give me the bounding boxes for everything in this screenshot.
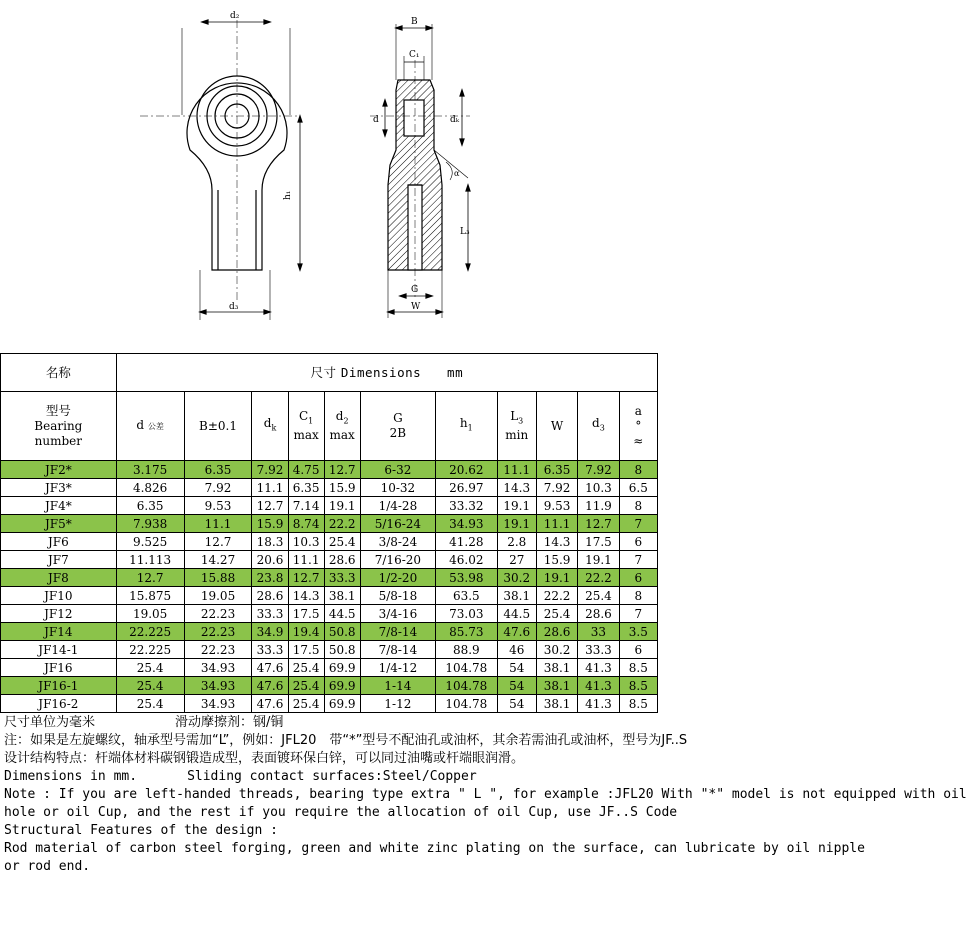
cell-G: 1-12: [360, 695, 435, 713]
cell-a: 7: [619, 551, 657, 569]
cell-L3: 46: [497, 641, 536, 659]
cell-a: 3.5: [619, 623, 657, 641]
note-en-1: Note : If you are left-handed threads, bearing type extra " L ", for example :JFL20 With "*" model is not equipped with oil: [4, 787, 967, 802]
cell-G: 7/16-20: [360, 551, 435, 569]
cell-C1: 11.1: [288, 551, 324, 569]
rod-en-2: or rod end.: [4, 859, 91, 874]
cell-G: 1/4-12: [360, 659, 435, 677]
cell-a: 7: [619, 515, 657, 533]
table-row: [1, 659, 658, 677]
col-d2-header: $d_2$ max: [324, 392, 360, 461]
cell-name: JF7: [1, 551, 117, 569]
cell-d2: 12.7: [324, 461, 360, 479]
cell-d3: 41.3: [578, 659, 619, 677]
cell-a: 8.5: [619, 677, 657, 695]
cell-W: 19.1: [536, 569, 577, 587]
cell-d3: 19.1: [578, 551, 619, 569]
cell-L3: 47.6: [497, 623, 536, 641]
cell-G: 1-14: [360, 677, 435, 695]
cell-G: 7/8-14: [360, 641, 435, 659]
cell-h1: 63.5: [436, 587, 498, 605]
col-B-header: B±0.1: [184, 392, 252, 461]
cell-G: 6-32: [360, 461, 435, 479]
col-C1-header: $C_1$ max: [288, 392, 324, 461]
unit-material-line: 尺寸单位为毫米 滑动摩擦剂：钢/铜: [4, 715, 284, 730]
cell-h1: 46.02: [436, 551, 498, 569]
cell-C1: 14.3: [288, 587, 324, 605]
cell-d2: 19.1: [324, 497, 360, 515]
cell-L3: 14.3: [497, 479, 536, 497]
cell-d3: 10.3: [578, 479, 619, 497]
table-row: [1, 497, 658, 515]
cell-d3: 25.4: [578, 587, 619, 605]
cell-h1: 33.32: [436, 497, 498, 515]
label-alpha: α: [454, 169, 460, 178]
label-d2: d₂: [230, 11, 240, 21]
label-G: G: [411, 285, 419, 295]
label-W: W: [411, 302, 421, 312]
cell-d3: 33: [578, 623, 619, 641]
cell-d: 22.225: [116, 641, 184, 659]
cell-d: 25.4: [116, 677, 184, 695]
cell-h1: 85.73: [436, 623, 498, 641]
cell-W: 11.1: [536, 515, 577, 533]
cell-G: 1/4-28: [360, 497, 435, 515]
cell-name: JF4*: [1, 497, 117, 515]
cell-d3: 22.2: [578, 569, 619, 587]
cell-a: 6.5: [619, 479, 657, 497]
cell-d2: 38.1: [324, 587, 360, 605]
cell-B: 14.27: [184, 551, 252, 569]
cell-a: 7: [619, 605, 657, 623]
label-L3: L₃: [460, 227, 470, 237]
cell-W: 38.1: [536, 677, 577, 695]
cell-d2: 50.8: [324, 641, 360, 659]
col-d-header: d 公差: [116, 392, 184, 461]
cell-L3: 38.1: [497, 587, 536, 605]
front-view: [140, 20, 302, 320]
cell-name: JF16: [1, 659, 117, 677]
cell-L3: 30.2: [497, 569, 536, 587]
cell-name: JF16-2: [1, 695, 117, 713]
cell-name: JF2*: [1, 461, 117, 479]
cell-dk: 12.7: [252, 497, 288, 515]
cell-d2: 25.4: [324, 533, 360, 551]
table-row: [1, 641, 658, 659]
cell-B: 6.35: [184, 461, 252, 479]
cell-L3: 2.8: [497, 533, 536, 551]
cell-dk: 34.9: [252, 623, 288, 641]
cell-W: 38.1: [536, 659, 577, 677]
cell-G: 3/4-16: [360, 605, 435, 623]
cell-d3: 12.7: [578, 515, 619, 533]
cell-a: 8: [619, 587, 657, 605]
cell-L3: 44.5: [497, 605, 536, 623]
cell-dk: 23.8: [252, 569, 288, 587]
col-h1-header: $h_1$: [436, 392, 498, 461]
cell-G: 1/2-20: [360, 569, 435, 587]
dims-sliding-line: Dimensions in mm. Sliding contact surfaces:Steel/Copper: [4, 769, 477, 784]
cell-W: 38.1: [536, 695, 577, 713]
cell-d2: 69.9: [324, 659, 360, 677]
cell-dk: 33.3: [252, 641, 288, 659]
cell-dk: 47.6: [252, 659, 288, 677]
cell-d3: 28.6: [578, 605, 619, 623]
label-C1: C₁: [409, 50, 420, 60]
cell-h1: 34.93: [436, 515, 498, 533]
notes-section: [4, 714, 967, 876]
cell-name: JF5*: [1, 515, 117, 533]
cell-name: JF14: [1, 623, 117, 641]
col-dk-header: $d_k$: [252, 392, 288, 461]
cell-C1: 19.4: [288, 623, 324, 641]
table-row: [1, 569, 658, 587]
cell-h1: 20.62: [436, 461, 498, 479]
cell-h1: 88.9: [436, 641, 498, 659]
cell-d2: 33.3: [324, 569, 360, 587]
cell-d3: 33.3: [578, 641, 619, 659]
label-h1: h₁: [283, 190, 293, 200]
note-en-2: hole or oil Cup, and the rest if you require the allocation of oil Cup, use JF..S Code: [4, 805, 678, 820]
cell-d: 15.875: [116, 587, 184, 605]
cell-name: JF3*: [1, 479, 117, 497]
label-dk: dₖ: [450, 115, 460, 125]
cell-B: 34.93: [184, 677, 252, 695]
cell-C1: 6.35: [288, 479, 324, 497]
cell-B: 9.53: [184, 497, 252, 515]
table-row: [1, 533, 658, 551]
cell-C1: 7.14: [288, 497, 324, 515]
cell-B: 19.05: [184, 587, 252, 605]
cell-C1: 25.4: [288, 695, 324, 713]
cell-C1: 17.5: [288, 641, 324, 659]
model-header: 型号 Bearing number: [1, 392, 117, 461]
spec-table: [0, 353, 658, 713]
table-row: [1, 551, 658, 569]
cell-B: 22.23: [184, 623, 252, 641]
cell-C1: 17.5: [288, 605, 324, 623]
cell-h1: 73.03: [436, 605, 498, 623]
table-row: [1, 461, 658, 479]
cell-W: 14.3: [536, 533, 577, 551]
table-row: [1, 587, 658, 605]
cell-L3: 19.1: [497, 515, 536, 533]
table-header-row-1: [1, 354, 658, 392]
table-row: [1, 677, 658, 695]
cell-W: 28.6: [536, 623, 577, 641]
cell-d: 22.225: [116, 623, 184, 641]
cell-dk: 7.92: [252, 461, 288, 479]
cell-B: 11.1: [184, 515, 252, 533]
cell-B: 22.23: [184, 641, 252, 659]
cell-C1: 12.7: [288, 569, 324, 587]
col-L3-header: $L_3$ min: [497, 392, 536, 461]
cell-G: 7/8-14: [360, 623, 435, 641]
cell-name: JF14-1: [1, 641, 117, 659]
cell-C1: 25.4: [288, 677, 324, 695]
cell-B: 22.23: [184, 605, 252, 623]
cell-d: 19.05: [116, 605, 184, 623]
cell-dk: 18.3: [252, 533, 288, 551]
cell-d2: 50.8: [324, 623, 360, 641]
table-row: [1, 479, 658, 497]
cell-B: 34.93: [184, 659, 252, 677]
table-row: [1, 695, 658, 713]
cell-d: 4.826: [116, 479, 184, 497]
cell-d: 7.938: [116, 515, 184, 533]
cell-name: JF6: [1, 533, 117, 551]
cell-C1: 8.74: [288, 515, 324, 533]
cell-d2: 69.9: [324, 677, 360, 695]
cell-C1: 10.3: [288, 533, 324, 551]
cell-a: 8: [619, 497, 657, 515]
cell-L3: 54: [497, 695, 536, 713]
cell-C1: 25.4: [288, 659, 324, 677]
cell-dk: 28.6: [252, 587, 288, 605]
cell-h1: 104.78: [436, 659, 498, 677]
cell-a: 8.5: [619, 659, 657, 677]
cell-W: 25.4: [536, 605, 577, 623]
cell-L3: 54: [497, 659, 536, 677]
cell-L3: 54: [497, 677, 536, 695]
rod-end-drawing: [0, 0, 658, 350]
label-d3: d₃: [229, 302, 239, 312]
cell-d2: 44.5: [324, 605, 360, 623]
cell-L3: 27: [497, 551, 536, 569]
cell-G: 10-32: [360, 479, 435, 497]
cell-W: 30.2: [536, 641, 577, 659]
cell-h1: 26.97: [436, 479, 498, 497]
label-B: B: [411, 17, 418, 27]
cell-d: 12.7: [116, 569, 184, 587]
cell-h1: 53.98: [436, 569, 498, 587]
cell-B: 12.7: [184, 533, 252, 551]
cell-h1: 104.78: [436, 695, 498, 713]
cell-a: 6: [619, 569, 657, 587]
cell-dk: 47.6: [252, 677, 288, 695]
cell-d3: 17.5: [578, 533, 619, 551]
cell-name: JF16-1: [1, 677, 117, 695]
dimensions-header: 尺寸 Dimensions mm: [116, 354, 657, 392]
cell-name: JF8: [1, 569, 117, 587]
cell-G: 3/8-24: [360, 533, 435, 551]
cell-d: 3.175: [116, 461, 184, 479]
cell-d3: 41.3: [578, 695, 619, 713]
design-cn: 设计结构特点：杆端体材料碳钢锻造成型，表面镀环保白锌，可以同过油嘴或杆端眼润滑。: [4, 751, 525, 766]
cell-d: 25.4: [116, 659, 184, 677]
cell-dk: 11.1: [252, 479, 288, 497]
cell-dk: 20.6: [252, 551, 288, 569]
cell-L3: 19.1: [497, 497, 536, 515]
col-G-header: G 2B: [360, 392, 435, 461]
cell-a: 6: [619, 533, 657, 551]
cell-d: 11.113: [116, 551, 184, 569]
cell-d2: 15.9: [324, 479, 360, 497]
table-row: [1, 605, 658, 623]
cell-G: 5/8-18: [360, 587, 435, 605]
table-row: [1, 515, 658, 533]
cell-a: 8: [619, 461, 657, 479]
cell-d: 9.525: [116, 533, 184, 551]
col-d3-header: $d_3$: [578, 392, 619, 461]
cell-d3: 7.92: [578, 461, 619, 479]
cell-dk: 33.3: [252, 605, 288, 623]
label-d: d: [373, 115, 379, 125]
cell-B: 15.88: [184, 569, 252, 587]
cell-d2: 69.9: [324, 695, 360, 713]
cell-B: 7.92: [184, 479, 252, 497]
cell-W: 7.92: [536, 479, 577, 497]
cell-a: 8.5: [619, 695, 657, 713]
cell-name: JF12: [1, 605, 117, 623]
cell-W: 22.2: [536, 587, 577, 605]
cell-d2: 22.2: [324, 515, 360, 533]
table-row: [1, 623, 658, 641]
cell-C1: 4.75: [288, 461, 324, 479]
cell-a: 6: [619, 641, 657, 659]
cell-L3: 11.1: [497, 461, 536, 479]
cell-W: 15.9: [536, 551, 577, 569]
cell-h1: 41.28: [436, 533, 498, 551]
cell-W: 9.53: [536, 497, 577, 515]
cell-d: 25.4: [116, 695, 184, 713]
cell-d: 6.35: [116, 497, 184, 515]
cell-d2: 28.6: [324, 551, 360, 569]
note-cn: 注：如果是左旋螺纹，轴承型号需加“L”，例如：JFL20 带“*”型号不配油孔或油杯，其余若需油孔或油杯，型号为JF..S: [4, 733, 688, 748]
cell-h1: 104.78: [436, 677, 498, 695]
cell-dk: 47.6: [252, 695, 288, 713]
cell-d3: 11.9: [578, 497, 619, 515]
cell-G: 5/16-24: [360, 515, 435, 533]
rod-en: Rod material of carbon steel forging, green and white zinc plating on the surface, can lubricate by oil nipple: [4, 841, 865, 856]
name-header: 名称: [1, 354, 117, 392]
cell-dk: 15.9: [252, 515, 288, 533]
cell-W: 6.35: [536, 461, 577, 479]
col-a-header: a ° ≈: [619, 392, 657, 461]
struct-en: Structural Features of the design :: [4, 823, 278, 838]
cell-B: 34.93: [184, 695, 252, 713]
cell-name: JF10: [1, 587, 117, 605]
col-W-header: W: [536, 392, 577, 461]
table-header-row-2: [1, 392, 658, 461]
cell-d3: 41.3: [578, 677, 619, 695]
